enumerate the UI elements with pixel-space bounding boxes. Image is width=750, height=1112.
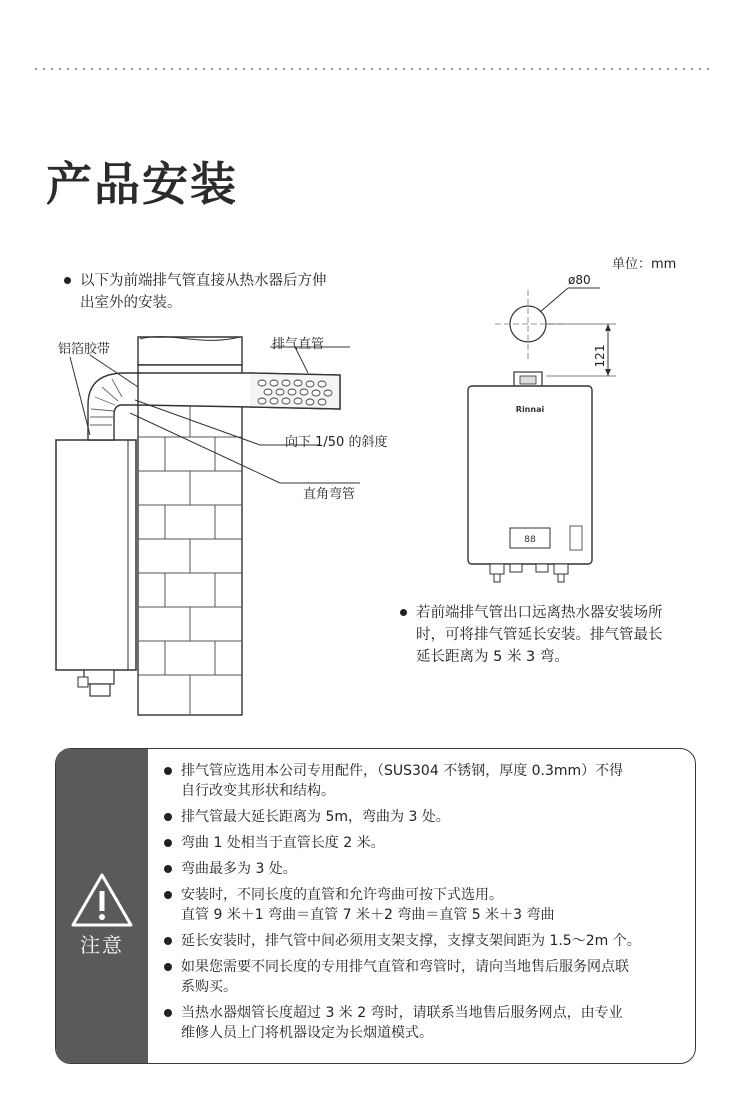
notice-line: 自行改变其形状和结构。 [181, 783, 335, 799]
bullet-dot [164, 963, 172, 971]
notice-line: 弯曲 1 处相当于直管长度 2 米。 [181, 835, 385, 851]
notice-item [181, 807, 681, 827]
bullet-dot [164, 839, 172, 847]
extension-note [416, 602, 663, 668]
notice-line: 系购买。 [181, 979, 237, 995]
bullet-dot [64, 277, 71, 284]
intro-line-1: 以下为前端排气管直接从热水器后方伸 [80, 273, 327, 289]
extension-line-3: 延长距离为 5 米 3 弯。 [416, 649, 569, 665]
bullet-dot [164, 813, 172, 821]
notice-item [181, 931, 681, 951]
notice-line: 安装时，不同长度的直管和允许弯曲可按下式选用。 [181, 887, 503, 903]
elbow-label: 直角弯管 [303, 487, 356, 502]
notice-item [181, 761, 681, 801]
bullet-dot [164, 865, 172, 873]
notice-label: 注意 [80, 933, 124, 957]
diameter-label: ø80 [568, 273, 591, 287]
notice-line: 当热水器烟管长度超过 3 米 2 弯时，请联系当地售后服务网点，由专业 [181, 1005, 623, 1021]
straight-pipe-label: 排气直管 [272, 337, 325, 352]
unit-label: 单位：mm [612, 257, 677, 272]
bullet-dot [164, 937, 172, 945]
intro-line-2: 出室外的安装。 [80, 295, 182, 311]
installation-diagram [50, 325, 360, 725]
brand-label: Rinnai [515, 405, 545, 414]
notice-box [55, 748, 696, 1064]
notice-sidebar [56, 749, 148, 1063]
notice-line: 排气管最大延长距离为 5m，弯曲为 3 处。 [181, 809, 450, 825]
bullet-dot [164, 767, 172, 775]
notice-item [181, 1003, 681, 1043]
extension-line-1: 若前端排气管出口远离热水器安装场所 [416, 605, 663, 621]
notice-item [181, 885, 681, 925]
notice-list [181, 761, 681, 1049]
notice-line: 延长安装时，排气管中间必须用支架支撑，支撑支架间距为 1.5～2m 个。 [181, 933, 641, 949]
bullet-dot [164, 891, 172, 899]
display-readout: 88 [524, 535, 536, 545]
notice-item [181, 957, 681, 997]
page-title: 产品安装 [46, 157, 238, 211]
bullet-dot [400, 609, 407, 616]
bullet-dot [164, 1009, 172, 1017]
warning-icon [70, 871, 134, 929]
notice-line: 如果您需要不同长度的专用排气直管和弯管时，请向当地售后服务网点联 [181, 959, 629, 975]
notice-line: 维修人员上门将机器设定为长烟道模式。 [181, 1025, 433, 1041]
notice-line: 排气管应选用本公司专用配件，（SUS304 不锈钢，厚度 0.3mm）不得 [181, 763, 624, 779]
height-label: 121 [593, 344, 607, 368]
notice-line: 弯曲最多为 3 处。 [181, 861, 297, 877]
extension-line-2: 时，可将排气管延长安装。排气管最长 [416, 627, 663, 643]
foil-tape-label: 铝箔胶带 [58, 342, 111, 357]
intro-text [80, 270, 327, 314]
notice-item [181, 859, 681, 879]
dotted-divider [35, 66, 715, 72]
notice-line: 直管 9 米＋1 弯曲＝直管 7 米＋2 弯曲＝直管 5 米＋3 弯曲 [181, 907, 555, 923]
notice-item [181, 833, 681, 853]
heater-front-diagram [440, 270, 640, 590]
slope-label: 向下 1/50 的斜度 [285, 435, 388, 450]
